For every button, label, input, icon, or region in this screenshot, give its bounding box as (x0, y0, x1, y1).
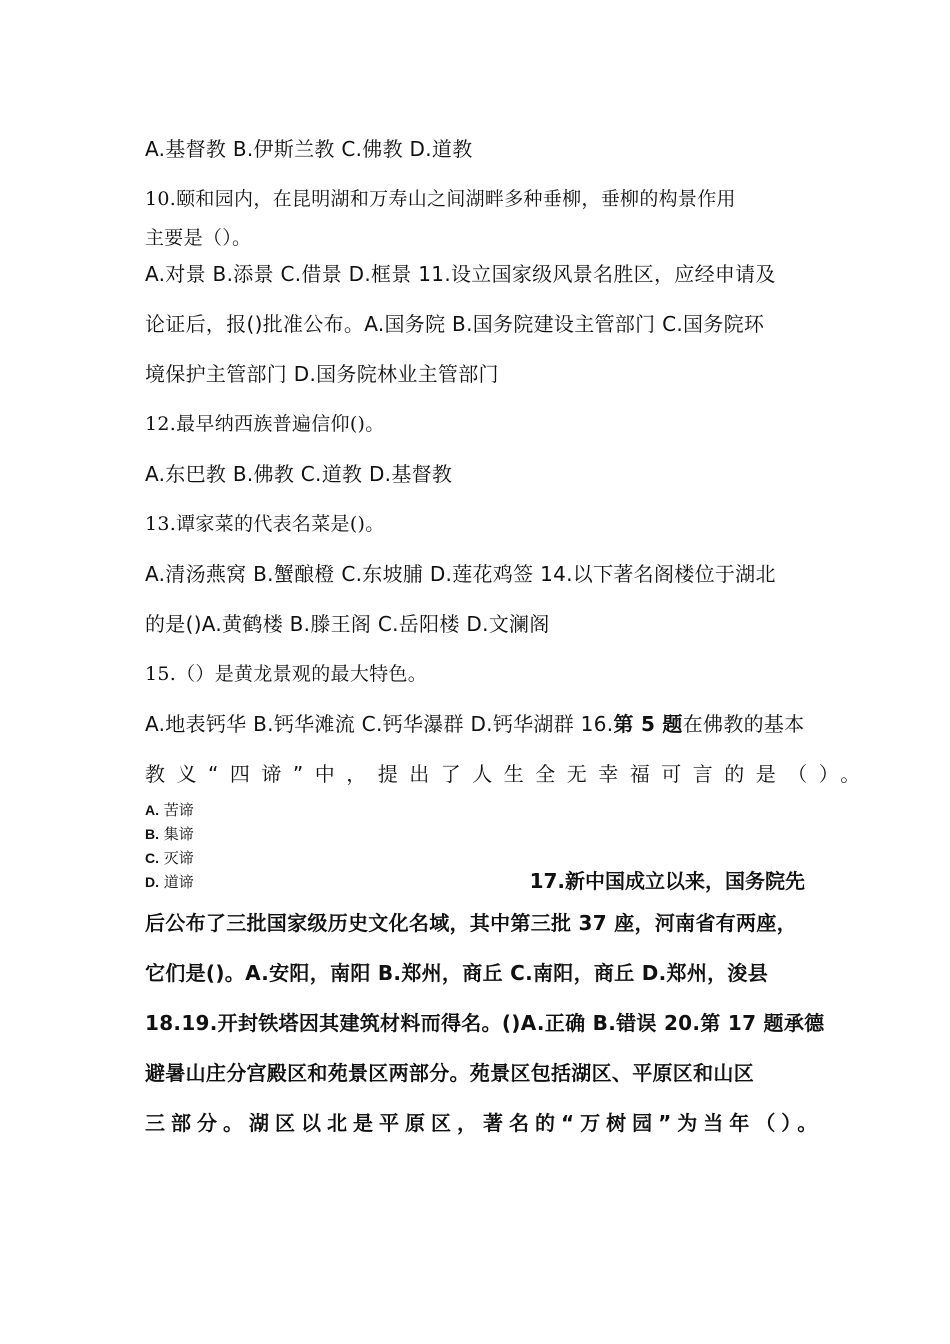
option-b: B. 集谛 (145, 825, 194, 843)
option-c: C. 灭谛 (145, 849, 194, 867)
question-17: 17.新中国成立以来，国务院先 (529, 869, 805, 893)
question-16-label: 第 5 题 (613, 712, 683, 736)
option-d: D. 道谛 (145, 873, 194, 891)
question-15: 15.（）是黄龙景观的最大特色。 (145, 663, 428, 685)
question-19-line: 18.19.开封铁塔因其建筑材料而得名。()A.正确 B.错误 20.第 17 题承德 (145, 1011, 825, 1035)
question-11-line: 论证后，报()批准公布。A.国务院 B.国务院建设主管部门 C.国务院环 (145, 312, 765, 336)
question-16-text: 在佛教的基本 (682, 712, 805, 736)
question-13: 13.谭家菜的代表名菜是()。 (145, 513, 385, 535)
question-16-cont: 教义“四谛”中，提出了人生全无幸福可言的是（）。 (145, 762, 872, 786)
question-10: 10.颐和园内，在昆明湖和万寿山之间湖畔多种垂柳，垂柳的构景作用 (145, 188, 736, 210)
question-12: 12.最早纳西族普遍信仰()。 (145, 413, 385, 435)
question-10-cont: 主要是（）。 (145, 227, 252, 249)
option-a: A. 苦谛 (145, 801, 194, 819)
question-20-cont: 三部分。湖区以北是平原区，著名的“万树园”为当年（）。 (145, 1111, 824, 1135)
answer-line-15-text: A.地表钙华 B.钙华滩流 C.钙华瀑群 D.钙华湖群 16. (145, 712, 614, 736)
question-17-cont: 后公布了三批国家级历史文化名域，其中第三批 37 座，河南省有两座， (145, 911, 797, 935)
question-11-options: 境保护主管部门 D.国务院林业主管部门 (145, 362, 499, 386)
answer-line-9: A.基督教 B.伊斯兰教 C.佛教 D.道教 (145, 137, 473, 161)
answer-line-13: A.清汤燕窝 B.蟹酿橙 C.东坡脯 D.莲花鸡签 14.以下著名阁楼位于湖北 (145, 562, 776, 586)
answer-line-12: A.东巴教 B.佛教 C.道教 D.基督教 (145, 462, 453, 486)
question-17-options: 它们是()。A.安阳，南阳 B.郑州，商丘 C.南阳，商丘 D.郑州，浚县 (145, 961, 769, 985)
question-14-options: 的是()A.黄鹤楼 B.滕王阁 C.岳阳楼 D.文澜阁 (145, 612, 550, 636)
answer-line-15 (145, 711, 805, 737)
answer-line-10: A.对景 B.添景 C.借景 D.框景 11.设立国家级风景名胜区，应经申请及 (145, 262, 776, 286)
question-20-line: 避暑山庄分宫殿区和苑景区两部分。苑景区包括湖区、平原区和山区 (145, 1061, 754, 1085)
